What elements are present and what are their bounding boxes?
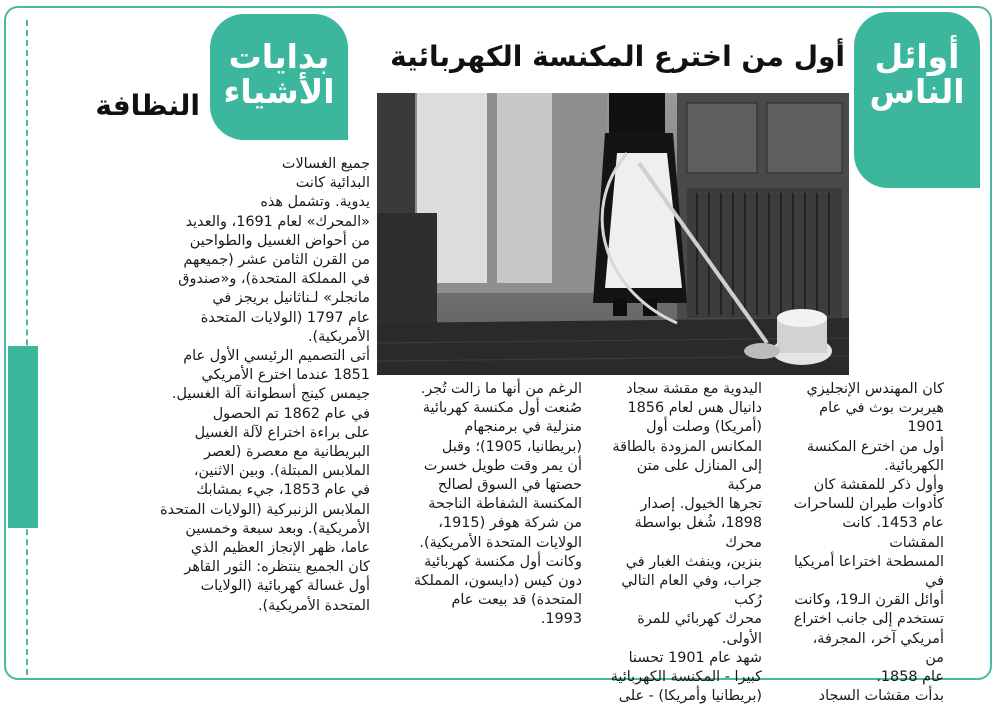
accent-bar — [8, 346, 38, 528]
sidebar-title: النظافة — [95, 89, 200, 122]
vacuum-photo — [377, 93, 849, 375]
article-column-3: الرغم من أنها ما زالت تُجر. صُنعت أول مكنسة كهربائية منزلية في برمنجهام (بريطانيا، 1905)؛ وقبل أن يمر وقت طويل خسرت حصتها في السوق لصالح المكنسة الشفاطة الناجحة من شركة هوفر (1915، الولايات المتحدة الأمريكية). وكانت أول مكنسة كهربائية دون كيس (دايسون، المملكة المتحدة) قد بيعت عام 1993. — [413, 381, 582, 628]
article-column-2: اليدوية مع مقشة سجاد دانيال هس لعام 1856 (أمريكا) وصلت أول المكانس المزودة بالطاقة إلى المنازل على متن مركبة تجرها الخيول. إصدار 1898، شُغل بواسطة محرك بنزين، وينفث الغبار في جراب، وفي العام التالي رُكب محرك كهربائي للمرة الأولى. شهد عام 1901 تحسنا كبيرا - المكنسة الكهربائية (بريطانيا وأمريكا) - على — [610, 381, 762, 705]
sidebar-text: جميع الغسالات البدائية كانت يدوية. وتشمل هذه «المحرك» لعام 1691، والعديد من أحواض الغسيل والطواحين من القرن الثامن عشر (جميعهم في المملكة المتحدة)، و«صندوق مانجلر» لـناثانيل بريجز في عام 1797 (الولايات المتحدة الأمريكية). أتى التصميم الرئيسي الأول عام 1851 عندما اخترع الأمريكي جيمس كينج أسطوانة آلة الغسيل. في عام 1862 تم الحصول على براءة اختراع لآلة الغسيل البريطانية مع معصرة (لعصر الملابس المبتلة). وبين الاثنين، في عام 1853، جيء بمشابك الملابس الزنبركية (الولايات المتحدة الأمريكية). وبعد سبعة وخمسين عاما، ظهر الإنجاز العظيم الذي كان الجميع ينتظره: الثور القاهر أول غسالة كهربائية (الولايات المتحدة الأمريكية). — [160, 156, 370, 614]
article-column-1: كان المهندس الإنجليزي هيربرت بوث في عام 1901 أول من اخترع المكنسة الكهربائية. وأول ذكر للمقشة كان كأدوات طيران للساحرات عام 1453. كانت المقشات المسطحة اختراعا أمريكيا في أوائل القرن الـ19، وكانت تستخدم إلى جانب اختراع أمريكي آخر، المجرفة، من عام 1858. بدأت مقشات السجاد — [793, 381, 944, 705]
section-tab-firsts: أوائل الناس — [854, 12, 980, 188]
section-tab-beginnings: بدايات الأشياء — [210, 14, 348, 140]
vacuum-illustration — [377, 93, 849, 375]
article-title: أول من اخترع المكنسة الكهربائية — [390, 40, 845, 73]
